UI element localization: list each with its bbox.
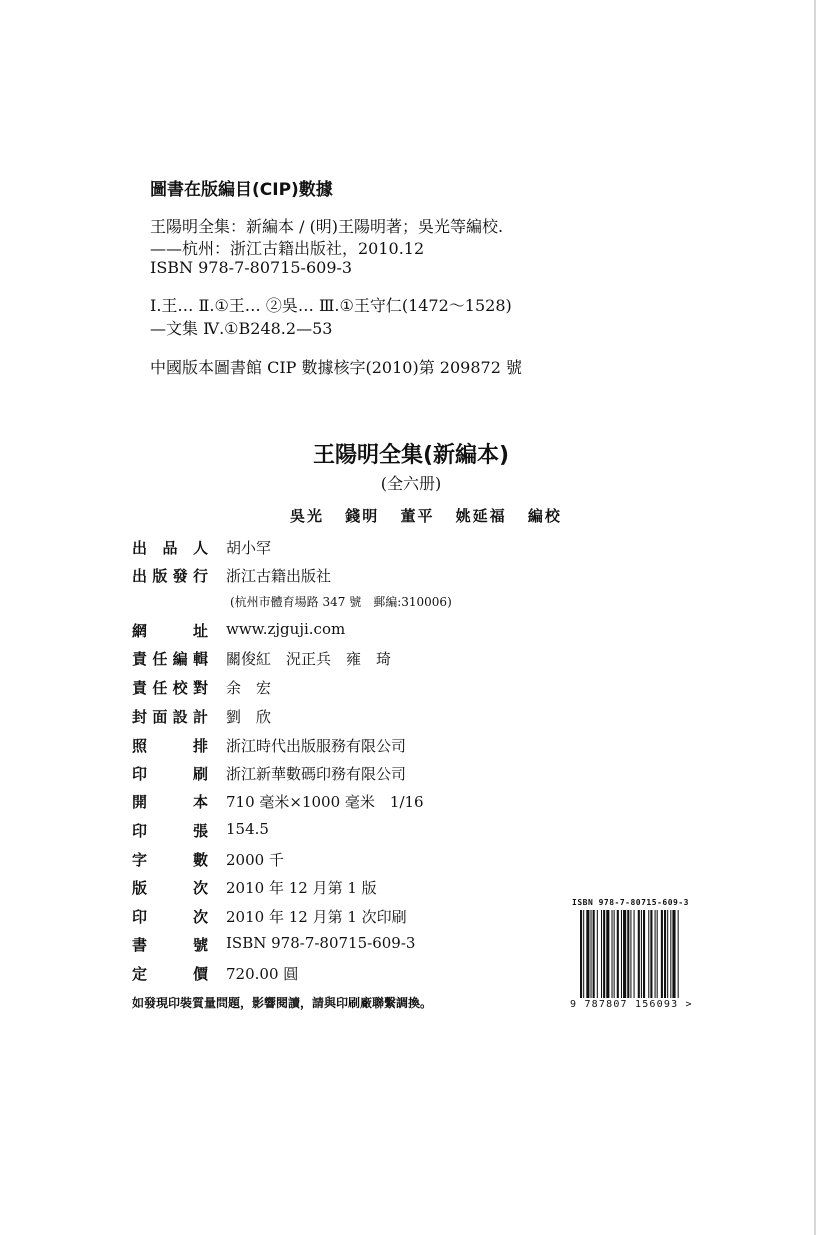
cip-classification-line-2: —文集 Ⅳ.①B248.2—53 [150,319,333,338]
info-value: 胡小罕 [226,539,272,557]
info-value: ISBN 978-7-80715-609-3 [226,934,416,952]
info-value: 154.5 [226,820,269,838]
info-value: www.zjguji.com [226,620,346,638]
info-value: 關俊紅 況正兵 雍 琦 [226,650,392,668]
book-volumes: (全六册) [380,474,442,493]
info-label: 開本 [132,793,208,811]
info-value: 2010 年 12 月第 1 版 [226,879,377,897]
info-label: 印張 [132,822,208,840]
info-label: 封面設計 [132,708,208,726]
cip-publisher-line: ——杭州：浙江古籍出版社，2010.12 [150,239,425,258]
info-value: 余 宏 [226,679,272,697]
info-value: 710 毫米×1000 毫米 1/16 [226,793,424,811]
info-label: 責任編輯 [132,650,208,668]
book-title: 王陽明全集(新編本) [312,443,510,468]
barcode-digits: 9 787807 156093 > [570,999,693,1010]
cip-title-line: 王陽明全集：新編本 / (明)王陽明著；吳光等編校. [150,217,504,236]
info-label: 出版發行 [132,567,208,585]
barcode-isbn-text: ISBN 978-7-80715-609-3 [572,898,689,907]
info-label: 網址 [132,622,208,640]
info-value: 720.00 圓 [226,965,299,983]
info-label: 印刷 [132,765,208,783]
info-value: 2010 年 12 月第 1 次印刷 [226,908,407,926]
info-label: 印次 [132,908,208,926]
info-value: 劉 欣 [226,708,272,726]
publisher-address: (杭州市體育場路 347 號 郵編:310006) [230,595,452,609]
book-editors: 吳光 錢明 董平 姚延福 編校 [290,507,562,525]
info-label: 版次 [132,879,208,897]
info-label: 照排 [132,737,208,755]
info-label: 字數 [132,851,208,869]
quality-note: 如發現印裝質量問題，影響閱讀，請與印刷廠聯繫調換。 [132,996,433,1010]
info-value: 浙江新華數碼印務有限公司 [226,765,407,783]
info-value: 2000 千 [226,851,284,869]
page-edge-divider [814,0,816,1235]
cip-classification-line-1: Ⅰ.王… Ⅱ.①王… ②吳… Ⅲ.①王守仁(1472～1528) [150,296,512,315]
cip-isbn-line: ISBN 978-7-80715-609-3 [150,258,353,277]
cip-heading: 圖書在版編目(CIP)數據 [150,180,333,200]
info-value: 浙江古籍出版社 [226,567,332,585]
cip-approval-number: 中國版本圖書館 CIP 數據核字(2010)第 209872 號 [150,358,522,377]
info-label: 出品人 [132,539,208,557]
info-label: 書號 [132,936,208,954]
isbn-barcode [570,898,720,1016]
barcode-bars [580,910,715,998]
info-label: 責任校對 [132,679,208,697]
info-value: 浙江時代出版服務有限公司 [226,737,407,755]
info-label: 定價 [132,965,208,983]
